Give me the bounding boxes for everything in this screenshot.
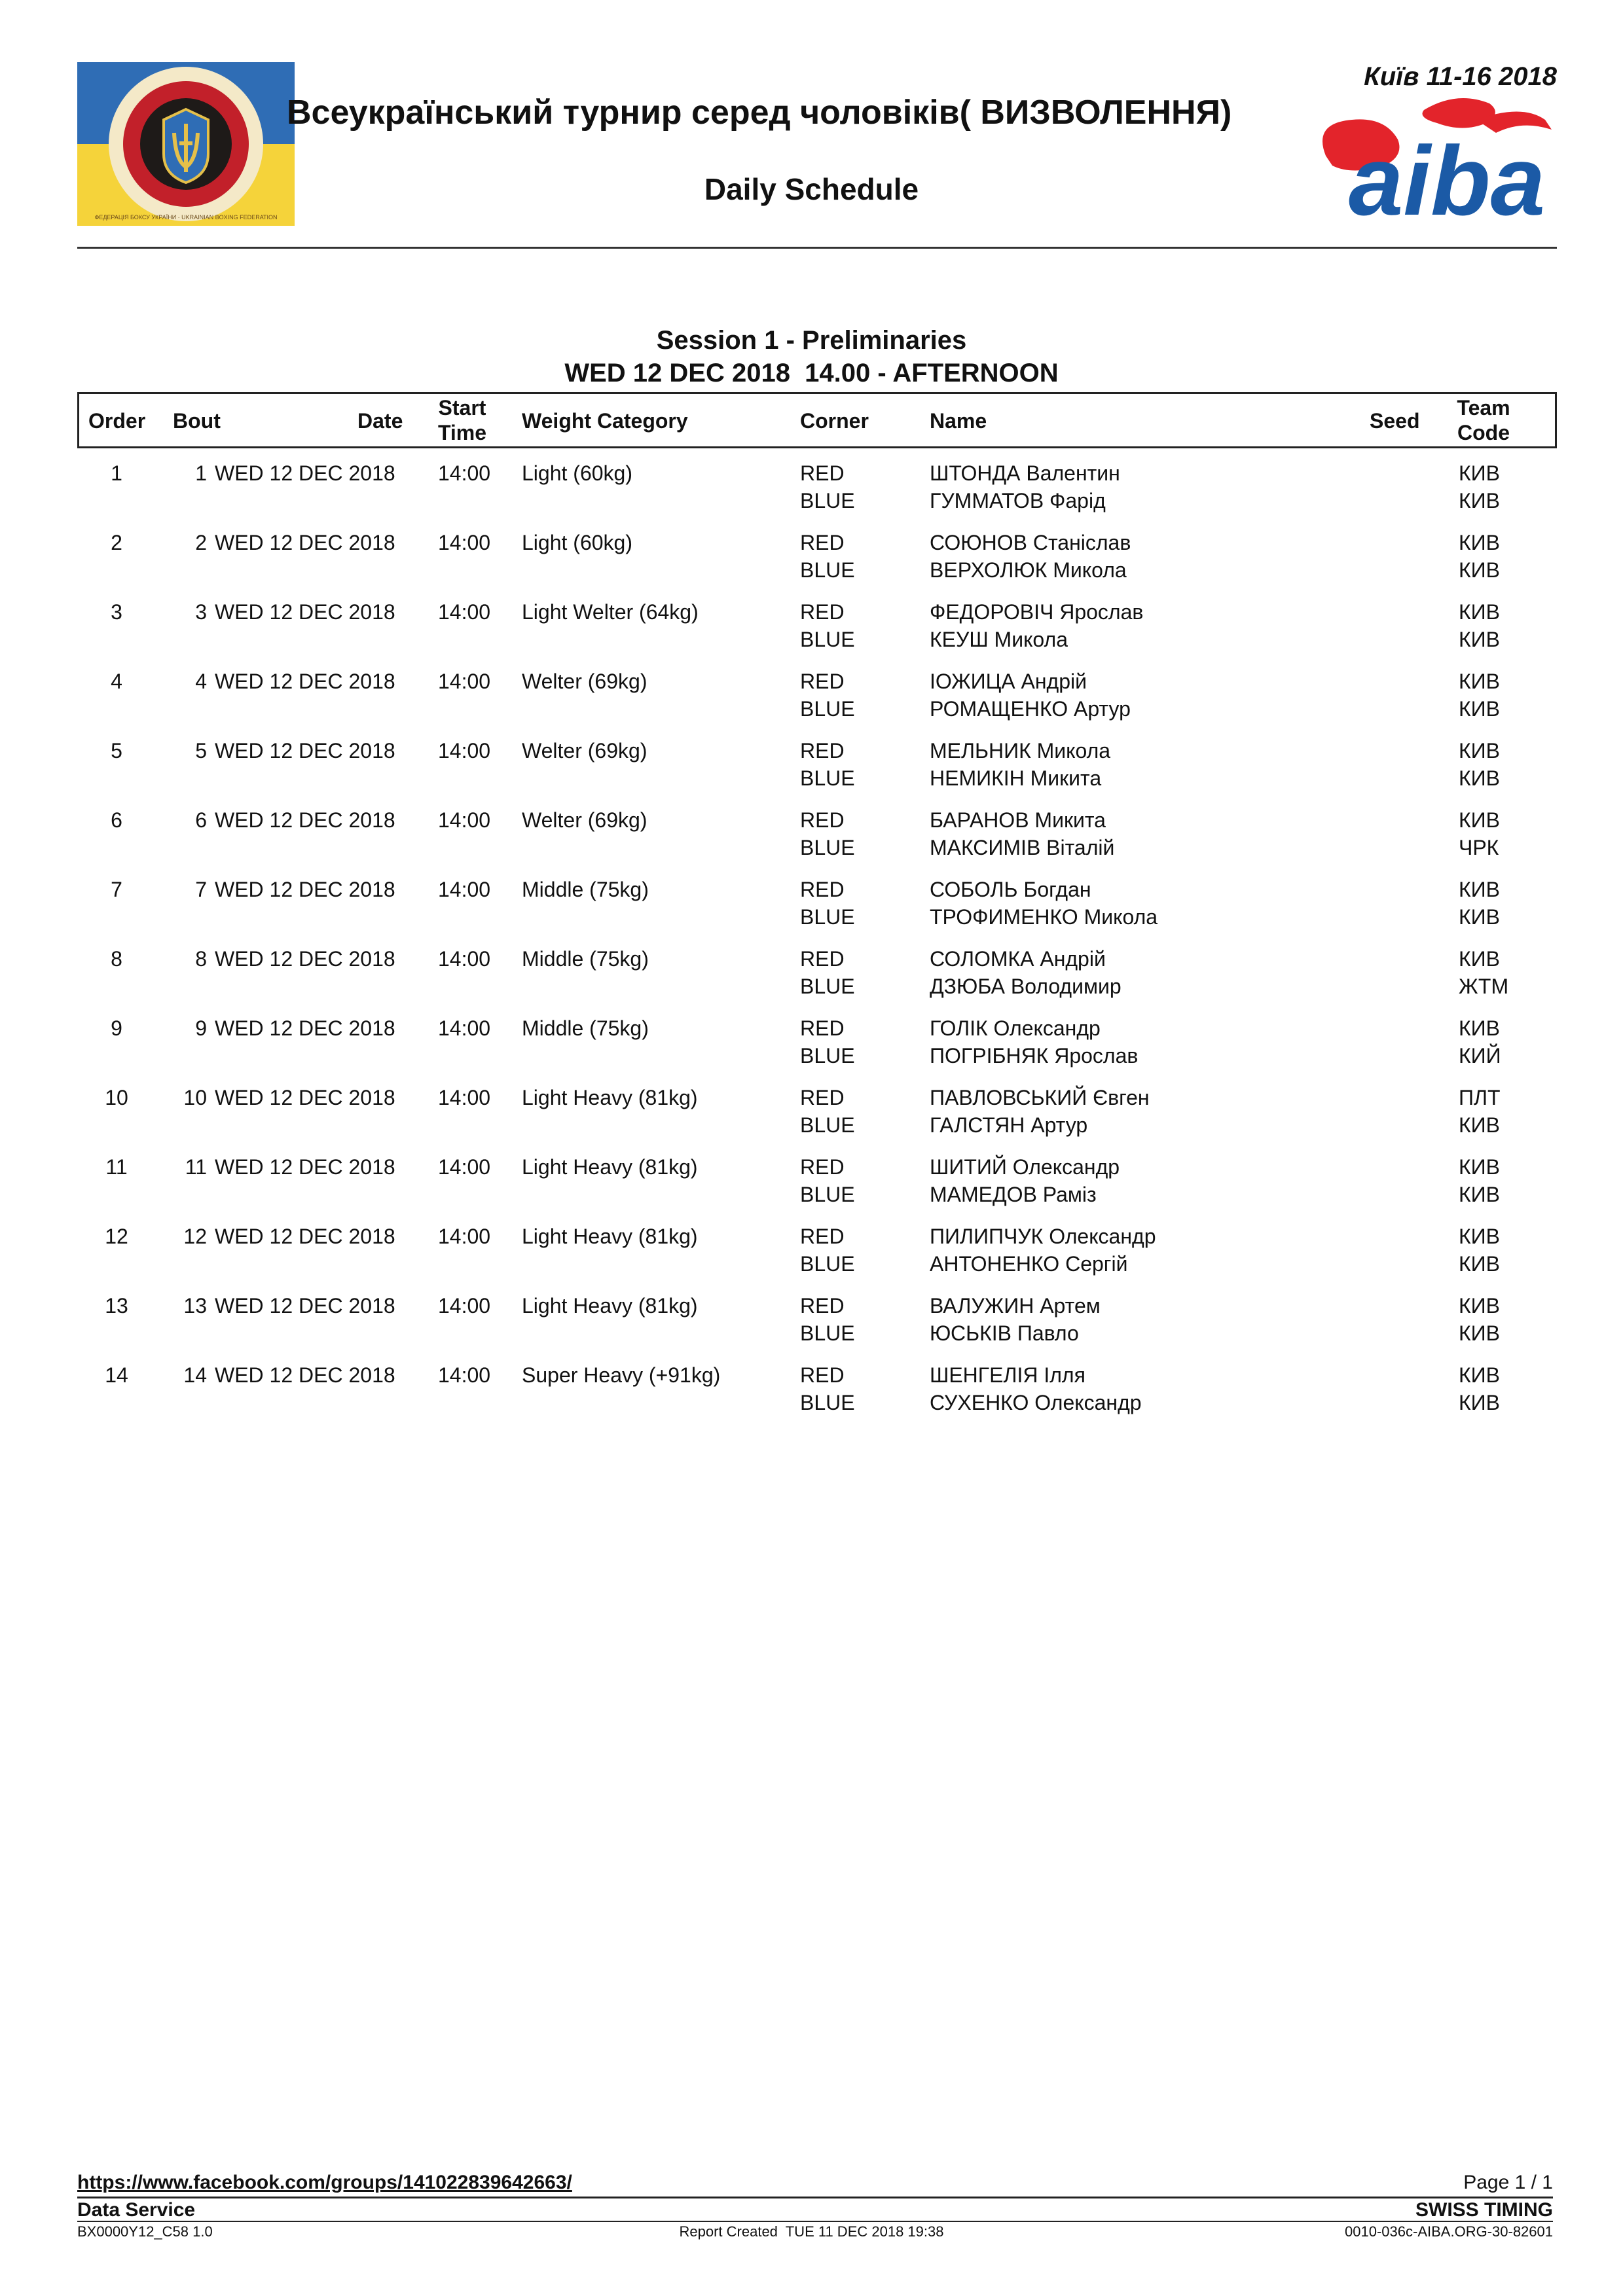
blue-boxer-name: ТРОФИМЕНКО Микола <box>930 905 1158 929</box>
bout-date: WED 12 DEC 2018 <box>215 808 395 832</box>
red-team-code: КИВ <box>1459 1016 1500 1040</box>
bout-number: 10 <box>183 1086 207 1109</box>
column-header-weight-category: Weight Category <box>522 409 688 433</box>
bout-number: 4 <box>195 670 207 693</box>
bout-date: WED 12 DEC 2018 <box>215 1155 395 1179</box>
table-row <box>0 1223 1623 1292</box>
bout-date: WED 12 DEC 2018 <box>215 1294 395 1318</box>
bout-number: 3 <box>195 600 207 624</box>
table-row <box>0 1084 1623 1153</box>
table-row <box>0 1014 1623 1084</box>
blue-team-code: КИВ <box>1459 558 1500 582</box>
page-number: Page 1 / 1 <box>1463 2172 1553 2193</box>
weight-category: Super Heavy (+91kg) <box>522 1363 721 1387</box>
table-row <box>0 459 1623 529</box>
blue-team-code: КИВ <box>1459 1183 1500 1206</box>
red-team-code: КИВ <box>1459 1225 1500 1248</box>
table-row <box>0 806 1623 876</box>
blue-corner-label: BLUE <box>800 628 855 651</box>
table-row <box>0 876 1623 945</box>
red-corner-label: RED <box>800 878 845 901</box>
column-header-seed: Seed <box>1370 409 1420 433</box>
blue-team-code: КИВ <box>1459 766 1500 790</box>
blue-corner-label: BLUE <box>800 905 855 929</box>
blue-boxer-name: ЮСЬКІВ Павло <box>930 1321 1079 1345</box>
blue-team-code: ЧРК <box>1459 836 1499 859</box>
weight-category: Welter (69kg) <box>522 808 647 832</box>
red-team-code: КИВ <box>1459 461 1500 485</box>
bout-order: 4 <box>111 670 122 693</box>
session-title: Session 1 - Preliminaries <box>656 326 967 355</box>
blue-boxer-name: НЕМИКІН Микита <box>930 766 1102 790</box>
data-service-label: Data Service <box>77 2199 196 2221</box>
weight-category: Light Heavy (81kg) <box>522 1155 698 1179</box>
bout-order: 7 <box>111 878 122 901</box>
blue-corner-label: BLUE <box>800 1391 855 1414</box>
bout-number: 14 <box>183 1363 207 1387</box>
red-boxer-name: ШЕНГЕЛІЯ Ілля <box>930 1363 1085 1387</box>
bout-order: 6 <box>111 808 122 832</box>
column-header-team-code-line1: Team <box>1457 396 1510 420</box>
blue-team-code: КИВ <box>1459 905 1500 929</box>
bout-date: WED 12 DEC 2018 <box>215 1225 395 1248</box>
red-corner-label: RED <box>800 461 845 485</box>
red-corner-label: RED <box>800 947 845 971</box>
bout-start-time: 14:00 <box>438 739 491 762</box>
table-row <box>0 1361 1623 1431</box>
red-team-code: КИВ <box>1459 1155 1500 1179</box>
column-header-team-code-line2: Code <box>1457 421 1510 444</box>
red-corner-label: RED <box>800 808 845 832</box>
weight-category: Light Heavy (81kg) <box>522 1294 698 1318</box>
bout-number: 7 <box>195 878 207 901</box>
red-boxer-name: СОЛОМКА Андрій <box>930 947 1106 971</box>
table-row <box>0 529 1623 598</box>
red-boxer-name: ІОЖИЦА Андрій <box>930 670 1087 693</box>
session-subtitle: WED 12 DEC 2018 14.00 - AFTERNOON <box>564 359 1059 387</box>
blue-boxer-name: ГУММАТОВ Фарід <box>930 489 1106 512</box>
blue-team-code: КИВ <box>1459 1113 1500 1137</box>
red-boxer-name: ПИЛИПЧУК Олександр <box>930 1225 1156 1248</box>
bout-number: 5 <box>195 739 207 762</box>
bout-start-time: 14:00 <box>438 670 491 693</box>
red-corner-label: RED <box>800 600 845 624</box>
table-row <box>0 737 1623 806</box>
blue-corner-label: BLUE <box>800 975 855 998</box>
report-created: Report Created TUE 11 DEC 2018 19:38 <box>679 2223 944 2240</box>
blue-corner-label: BLUE <box>800 1321 855 1345</box>
blue-corner-label: BLUE <box>800 766 855 790</box>
red-corner-label: RED <box>800 1363 845 1387</box>
red-corner-label: RED <box>800 670 845 693</box>
red-boxer-name: ВАЛУЖИН Артем <box>930 1294 1101 1318</box>
weight-category: Light Heavy (81kg) <box>522 1225 698 1248</box>
table-row <box>0 945 1623 1014</box>
bout-number: 1 <box>195 461 207 485</box>
bout-order: 10 <box>105 1086 128 1109</box>
blue-boxer-name: АНТОНЕНКО Сергій <box>930 1252 1128 1276</box>
blue-corner-label: BLUE <box>800 489 855 512</box>
bout-start-time: 14:00 <box>438 1155 491 1179</box>
weight-category: Middle (75kg) <box>522 1016 649 1040</box>
swiss-timing-label: SWISS TIMING <box>1415 2199 1553 2221</box>
bout-start-time: 14:00 <box>438 1363 491 1387</box>
bout-start-time: 14:00 <box>438 1294 491 1318</box>
red-corner-label: RED <box>800 1086 845 1109</box>
bout-start-time: 14:00 <box>438 600 491 624</box>
blue-corner-label: BLUE <box>800 1044 855 1067</box>
bout-date: WED 12 DEC 2018 <box>215 1363 395 1387</box>
blue-corner-label: BLUE <box>800 1252 855 1276</box>
blue-boxer-name: ВЕРХОЛЮК Микола <box>930 558 1127 582</box>
blue-boxer-name: МАМЕДОВ Раміз <box>930 1183 1097 1206</box>
column-header-bout: Bout <box>173 409 221 433</box>
red-boxer-name: МЕЛЬНИК Микола <box>930 739 1111 762</box>
column-header-date: Date <box>357 409 403 433</box>
table-header <box>77 392 1557 448</box>
weight-category: Light (60kg) <box>522 531 632 554</box>
bout-number: 9 <box>195 1016 207 1040</box>
red-team-code: ПЛТ <box>1459 1086 1501 1109</box>
document-reference: 0010-036c-AIBA.ORG-30-82601 <box>1345 2223 1553 2240</box>
blue-corner-label: BLUE <box>800 558 855 582</box>
bout-number: 11 <box>185 1155 207 1179</box>
red-corner-label: RED <box>800 1155 845 1179</box>
weight-category: Light Heavy (81kg) <box>522 1086 698 1109</box>
footer-divider-secondary <box>77 2221 1553 2222</box>
bout-number: 13 <box>183 1294 207 1318</box>
footer-link[interactable]: https://www.facebook.com/groups/141022839642663/ <box>77 2172 572 2193</box>
column-header-corner: Corner <box>800 409 869 433</box>
weight-category: Middle (75kg) <box>522 878 649 901</box>
bout-start-time: 14:00 <box>438 1016 491 1040</box>
red-team-code: КИВ <box>1459 739 1500 762</box>
venue-dates: Київ 11-16 2018 <box>1364 62 1557 91</box>
blue-team-code: ЖТМ <box>1459 975 1509 998</box>
header-divider <box>77 247 1557 249</box>
bout-date: WED 12 DEC 2018 <box>215 1086 395 1109</box>
bout-start-time: 14:00 <box>438 1086 491 1109</box>
bout-number: 12 <box>183 1225 207 1248</box>
blue-boxer-name: ГАЛСТЯН Артур <box>930 1113 1088 1137</box>
bout-number: 6 <box>195 808 207 832</box>
red-team-code: КИВ <box>1459 947 1500 971</box>
aiba-logo <box>1306 84 1561 221</box>
blue-corner-label: BLUE <box>800 1183 855 1206</box>
bout-start-time: 14:00 <box>438 808 491 832</box>
weight-category: Light (60kg) <box>522 461 632 485</box>
bout-order: 5 <box>111 739 122 762</box>
blue-team-code: КИЙ <box>1459 1044 1501 1067</box>
bout-number: 8 <box>195 947 207 971</box>
red-team-code: КИВ <box>1459 808 1500 832</box>
bout-start-time: 14:00 <box>438 947 491 971</box>
blue-boxer-name: КЕУШ Микола <box>930 628 1068 651</box>
column-header-name: Name <box>930 409 987 433</box>
bout-order: 8 <box>111 947 122 971</box>
bout-start-time: 14:00 <box>438 461 491 485</box>
bout-start-time: 14:00 <box>438 1225 491 1248</box>
bout-order: 12 <box>105 1225 128 1248</box>
column-header-start-time-line1: Start <box>438 396 486 420</box>
bout-start-time: 14:00 <box>438 531 491 554</box>
blue-team-code: КИВ <box>1459 1252 1500 1276</box>
red-boxer-name: ГОЛІК Олександр <box>930 1016 1101 1040</box>
bout-order: 3 <box>111 600 122 624</box>
red-team-code: КИВ <box>1459 670 1500 693</box>
red-boxer-name: СОЮНОВ Станіслав <box>930 531 1131 554</box>
table-row <box>0 668 1623 737</box>
blue-team-code: КИВ <box>1459 697 1500 721</box>
red-team-code: КИВ <box>1459 1363 1500 1387</box>
red-corner-label: RED <box>800 1225 845 1248</box>
blue-team-code: КИВ <box>1459 1321 1500 1345</box>
blue-team-code: КИВ <box>1459 489 1500 512</box>
bout-order: 13 <box>105 1294 128 1318</box>
bout-date: WED 12 DEC 2018 <box>215 947 395 971</box>
red-team-code: КИВ <box>1459 531 1500 554</box>
blue-corner-label: BLUE <box>800 836 855 859</box>
bout-date: WED 12 DEC 2018 <box>215 878 395 901</box>
red-team-code: КИВ <box>1459 1294 1500 1318</box>
aiba-wordmark: aiba <box>1348 126 1546 221</box>
blue-boxer-name: СУХЕНКО Олександр <box>930 1391 1142 1414</box>
red-boxer-name: ФЕДОРОВІЧ Ярослав <box>930 600 1144 624</box>
bout-date: WED 12 DEC 2018 <box>215 461 395 485</box>
bout-date: WED 12 DEC 2018 <box>215 670 395 693</box>
document-code: BX0000Y12_C58 1.0 <box>77 2223 213 2240</box>
bout-start-time: 14:00 <box>438 878 491 901</box>
blue-team-code: КИВ <box>1459 628 1500 651</box>
bout-order: 14 <box>105 1363 128 1387</box>
federation-logo-text: ФЕДЕРАЦІЯ БОКСУ УКРАЇНИ · UKRAINIAN BOXING FEDERATION <box>94 214 278 221</box>
red-boxer-name: БАРАНОВ Микита <box>930 808 1106 832</box>
weight-category: Welter (69kg) <box>522 739 647 762</box>
table-row <box>0 1292 1623 1361</box>
page-subtitle: Daily Schedule <box>704 172 919 206</box>
bout-order: 2 <box>111 531 122 554</box>
red-corner-label: RED <box>800 1016 845 1040</box>
bout-order: 9 <box>111 1016 122 1040</box>
bout-order: 1 <box>111 461 122 485</box>
bout-number: 2 <box>195 531 207 554</box>
bout-date: WED 12 DEC 2018 <box>215 1016 395 1040</box>
bout-order: 11 <box>105 1155 128 1179</box>
bout-date: WED 12 DEC 2018 <box>215 531 395 554</box>
red-team-code: КИВ <box>1459 878 1500 901</box>
blue-team-code: КИВ <box>1459 1391 1500 1414</box>
column-header-start-time-line2: Time <box>437 421 487 444</box>
red-corner-label: RED <box>800 1294 845 1318</box>
table-row <box>0 598 1623 668</box>
red-corner-label: RED <box>800 739 845 762</box>
bout-date: WED 12 DEC 2018 <box>215 739 395 762</box>
column-header-team-code <box>1454 395 1513 445</box>
column-header-start-time <box>433 395 492 445</box>
blue-boxer-name: МАКСИМІВ Віталій <box>930 836 1115 859</box>
column-header-order: Order <box>88 409 146 433</box>
table-row <box>0 1153 1623 1223</box>
weight-category: Middle (75kg) <box>522 947 649 971</box>
blue-boxer-name: РОМАЩЕНКО Артур <box>930 697 1131 721</box>
blue-boxer-name: ПОГРІБНЯК Ярослав <box>930 1044 1139 1067</box>
red-boxer-name: ШИТИЙ Олександр <box>930 1155 1120 1179</box>
page-title: Всеукраїнський турнир серед чоловіків( ВИЗВОЛЕННЯ) <box>287 94 1232 132</box>
blue-corner-label: BLUE <box>800 1113 855 1137</box>
footer-divider <box>77 2197 1553 2198</box>
weight-category: Welter (69kg) <box>522 670 647 693</box>
red-team-code: КИВ <box>1459 600 1500 624</box>
red-corner-label: RED <box>800 531 845 554</box>
blue-boxer-name: ДЗЮБА Володимир <box>930 975 1122 998</box>
blue-corner-label: BLUE <box>800 697 855 721</box>
bout-date: WED 12 DEC 2018 <box>215 600 395 624</box>
red-boxer-name: ПАВЛОВСЬКИЙ Євген <box>930 1086 1150 1109</box>
red-boxer-name: ШТОНДА Валентин <box>930 461 1120 485</box>
weight-category: Light Welter (64kg) <box>522 600 699 624</box>
red-boxer-name: СОБОЛЬ Богдан <box>930 878 1091 901</box>
